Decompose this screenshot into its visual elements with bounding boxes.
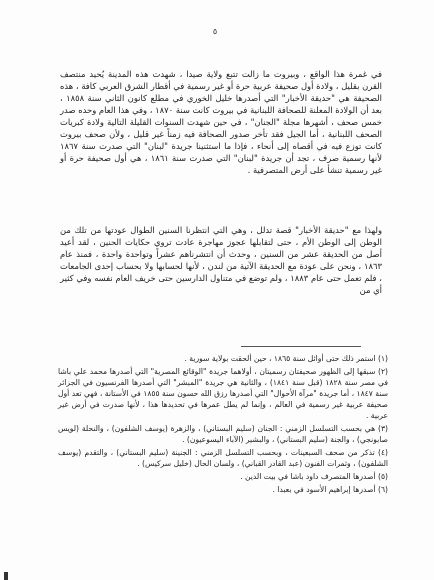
footnote: (٣) هي بحسب التسلسل الزمني : الجنان (سليم البستاني) ، والزهرة (يوسف الشلفون) ، والنحلة (لويس صابونجي) ، والجنة (سليم البستاني) ، والبشير (الآباء اليسوعيون) . <box>58 424 388 444</box>
footnote: (٤) تذكر من صحف السبعينات ، وبحسب التسلسل الزمني : الجنينة (سليم البستاني) ، والتقدم (يوسف الشلفون) ، وثمرات الفنون (عبد القادر القباني) ، ولسان الحال (خليل سركيس) . <box>58 448 388 468</box>
body-paragraph: في غمرة هذا الواقع ، وبيروت ما زالت تتبع ولاية صيدا ، شهدت هذه المدينة يُحيد منتصف القرن بقليل ، ولادة أول صحيفة عربية حرة أو غير رسمية في أقطار الشرق العربي كافة ، هذه الصحيفة هي "حديقة الأخبار" التي أصدرها خليل الخوري في مطلع كانون الثاني سنة ١٨٥٨ ، بعد أن الولادة المعلنة للصحافة اللبنانية في بيروت كانت سنة ١٨٧٠ ، وفي هذا العام وحده صدر خمس صحف ، أشهرها مجلة "الجنان" ، في حين شهدت السنوات القليلة التالية ولادة كبريات الصحف اللبنانية ، أما الجيل فقد تأخر صدور الصحافة فيه زمناً غير قليل ، ولأن صحف بيروت كانت توزع فيه في أقصاه إلى أنحاء ، فإذا ما استثنينا جريدة "لبنان" التي صدرت سنة ١٨٦٧ لأنها رسمية صرف ، تجد أن جريدة "لبنان" التي صدرت سنة ١٨٦١ ، هي أول صحيفة حرة أو غير رسمية تنشأ على أرض المتصرفية . <box>60 69 383 175</box>
footnote: (٢) سبقها إلى الظهور صحيفتان رسميتان ، أولاهما جريدة "الوقائع المصرية" التي أصدرها محمد علي باشا في مصر سنة ١٨٢٨ (قبل سنة ١٨٤١) ، والثانية هي جريدة "المبشر" التي أصدرها الفرنسيون في الجزائر سنة ١٨٤٧ ، أما جريدة "مرآة الأحوال" التي أصدرها رزق الله حسون سنة ١٨٥٥ في الأستانة ، فهي تعد أول صحيفة عربية غير رسمية في العالم ، وإنما لم يطل عمرها في تحديدها هذا ، لأنها صدرت في أرض غير عربية . <box>58 367 389 420</box>
page-number: ٥ <box>212 27 218 36</box>
footnote: (١) استمر ذلك حتى أوائل سنة ١٨٦٥ ، حين ألحقت بولاية سورية . <box>184 354 388 363</box>
footnote-divider <box>241 346 361 347</box>
footnote: (٦) أصدرها إبراهيم الأسود في بعبدا . <box>272 485 388 494</box>
body-paragraph: ولهذا مع "حديقة الأخبار" قصة تدلل ، وهي التي انتظرنا السنين الطوال عودتها من تلك من الوطن إلى الوطن الأم ، حتى لتقابلها عجوز مهاجرة عادت تروي حكايات الحنين ، لقد أعيد أصل من الحديقة عشر من السنين ، وحدث أن انتشرناهم عشراً وتواحدة واحدة ، فمنذ عام ١٨٦٣ ، ونحن على عودة مع الحديقة الآتية من لندن ، لأنها لحسابها ولا بحساب إحدى الجامعات ، فلم تعمل حتى عام ١٨٨٣ ، ولم توضع في متناول الدارسين حتى خريف العام نفسه وفي كثير أي من <box>60 225 382 295</box>
scan-edge-mark <box>4 572 8 580</box>
footnotes-list <box>58 353 388 497</box>
footnote: (٥) أصدرها المتصرف داود باشا في بيت الدين . <box>240 472 388 481</box>
